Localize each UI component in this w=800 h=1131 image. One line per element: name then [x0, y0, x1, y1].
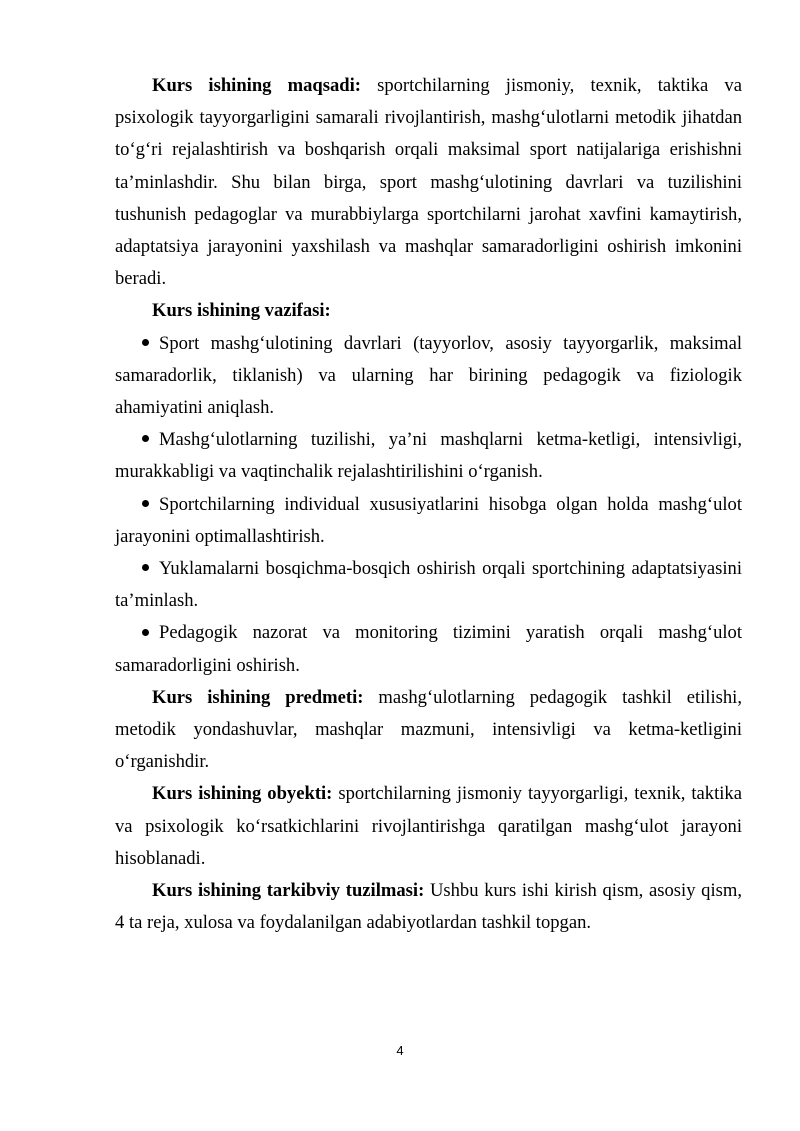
list-item-text: Sportchilarning individual xususiyatlarini hisobga olgan holda mashg‘ulot jarayonini optimallashtirish. — [115, 493, 742, 547]
paragraph-obyekt — [115, 778, 742, 875]
list-item — [115, 328, 742, 425]
bullet-icon — [142, 328, 159, 360]
heading-obyekt: Kurs ishining obyekti: — [152, 783, 333, 805]
text-obyekt: sportchilarning jismoniy tayyorgarligi, texnik, taktika va psixologik ko‘rsatkichlarini rivojlantirishga qaratilgan mashg‘ulot jarayoni hisoblanadi. — [115, 783, 742, 869]
bullet-icon — [142, 424, 159, 456]
list-item — [115, 617, 742, 681]
text-tuzilma: Ushbu kurs ishi kirish qism, asosiy qism, 4 ta reja, xulosa va foydalanilgan adabiyotlardan tashkil topgan. — [115, 880, 742, 934]
heading-tuzilma: Kurs ishining tarkibviy tuzilmasi: — [152, 880, 425, 902]
paragraph-maqsad — [115, 70, 742, 295]
text-maqsad: sportchilarning jismoniy, texnik, taktika va psixologik tayyorgarligini samarali rivojlantirish, mashg‘ulotlarni metodik jihatdan to‘g‘ri rejalashtirish va boshqarish orqali maksimal sport natijalariga erishishni ta’minlashdir. Shu bilan birga, sport mashg‘ulotining davrlari va tuzilishini tushunish pedagoglar va murabbiylarga sportchilarni jarohat xavfini kamaytirish, adaptatsiya jarayonini yaxshilash va mashqlar samaradorligini oshirish imkonini beradi. — [115, 75, 742, 290]
heading-vazifa: Kurs ishining vazifasi: — [152, 300, 331, 322]
list-item-text: Yuklamalarni bosqichma-bosqich oshirish orqali sportchining adaptatsiyasini ta’minlash. — [115, 558, 742, 612]
list-item — [115, 489, 742, 553]
bullet-icon — [142, 489, 159, 521]
paragraph-predmet — [115, 682, 742, 779]
list-item — [115, 553, 742, 617]
list-item-text: Mashg‘ulotlarning tuzilishi, ya’ni mashqlarni ketma-ketligi, intensivligi, murakkabligi va vaqtinchalik rejalashtirilishini o‘rganish. — [115, 429, 742, 483]
bullet-icon — [142, 553, 159, 585]
list-item-text: Pedagogik nazorat va monitoring tizimini yaratish orqali mashg‘ulot samaradorligini oshirish. — [115, 622, 742, 676]
list-item-text: Sport mashg‘ulotining davrlari (tayyorlov, asosiy tayyorgarlik, maksimal samaradorlik, tiklanish) va ularning har birining pedagogik va fiziologik ahamiyatini aniqlash. — [115, 332, 742, 419]
text-predmet: mashg‘ulotlarning pedagogik tashkil etilishi, metodik yondashuvlar, mashqlar mazmuni, intensivligi va ketma-ketligini o‘rganishdir. — [115, 686, 742, 773]
bullet-icon — [142, 617, 159, 649]
paragraph-tuzilma — [115, 875, 742, 939]
document-page — [115, 70, 742, 939]
heading-maqsad: Kurs ishining maqsadi: — [152, 75, 361, 96]
page-number: 4 — [396, 1043, 404, 1058]
list-item — [115, 424, 742, 488]
heading-predmet: Kurs ishining predmeti: — [152, 686, 364, 708]
paragraph-vazifa-heading — [115, 295, 742, 327]
